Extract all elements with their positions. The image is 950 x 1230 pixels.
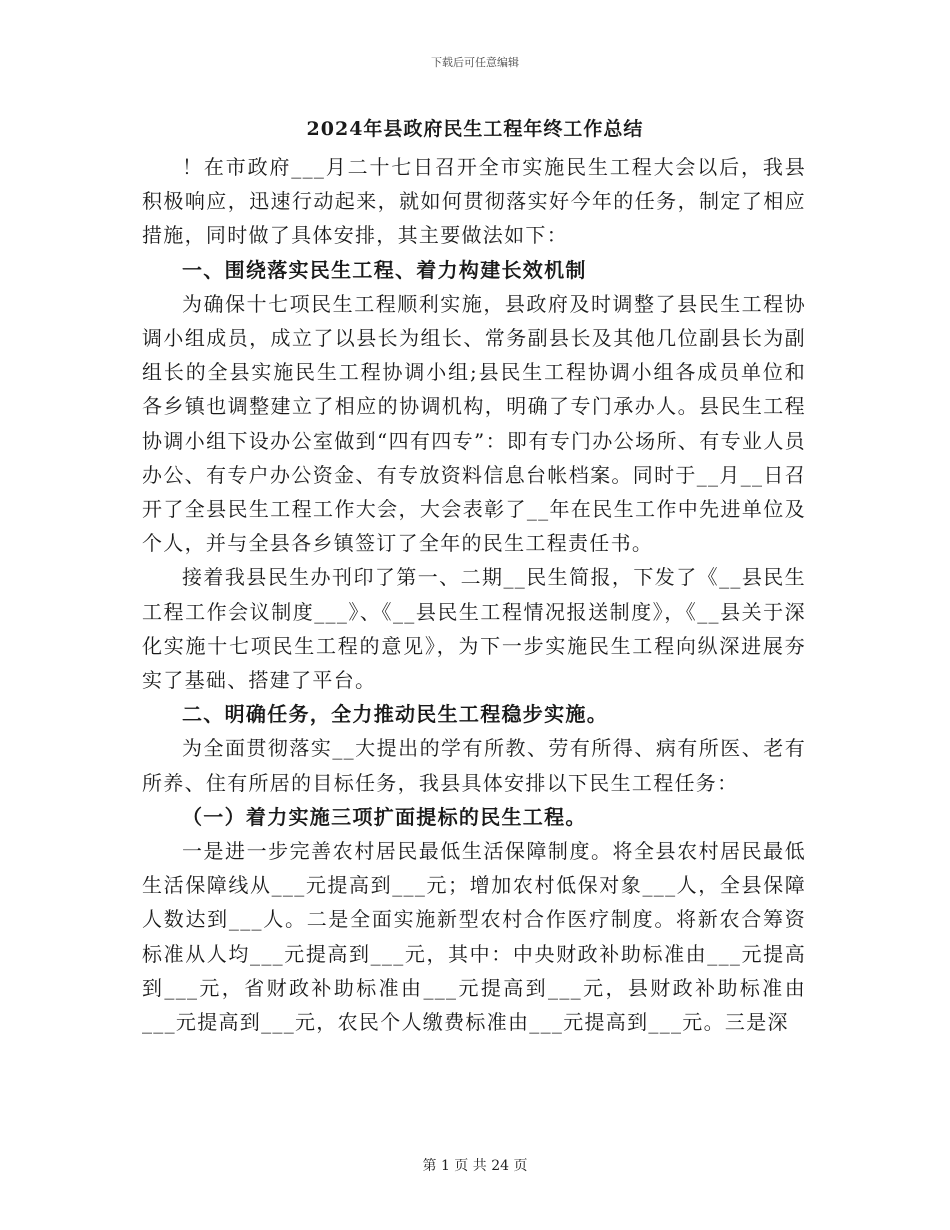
subsection-heading-1: （一）着力实施三项扩面提标的民生工程。 — [182, 804, 587, 829]
body-paragraph: 接着我县民生办刊印了第一、二期__民生简报，下发了《__县民生工程工作会议制度___》、《__县民生工程情况报送制度》，《__县关于深化实施十七项民生工程的意见》，为下一步实施民生工程向纵深进展夯实了基础、搭建了平台。 — [142, 565, 806, 693]
intro-paragraph: ！在市政府___月二十七日召开全市实施民生工程大会以后，我县积极响应，迅速行动起来，就如何贯彻落实好今年的任务，制定了相应措施，同时做了具体安排，其主要做法如下： — [142, 155, 806, 248]
page-number: 第 1 页 共 24 页 — [422, 1158, 528, 1174]
body-paragraph: 为确保十七项民生工程顺利实施，县政府及时调整了县民生工程协调小组成员，成立了以县长为组长、常务副县长及其他几位副县长为副组长的全县实施民生工程协调小组;县民生工程协调小组各成员单位和各乡镇也调整建立了相应的协调机构，明确了专门承办人。县民生工程协调小组下设办公室做到“四有四专”：即有专门办公场所、有专业人员办公、有专户办公资金、有专放资料信息台帐档案。同时于__月__日召开了全县民生工程工作大会，大会表彰了__年在民生工作中先进单位及个人，并与全县各乡镇签订了全年的民生工程责任书。 — [142, 291, 806, 556]
section-heading-2: 二、明确任务，全力推动民生工程稳步实施。 — [182, 702, 608, 727]
document-title: 2024年县政府民生工程年终工作总结 — [306, 118, 644, 140]
document-body — [142, 150, 806, 1039]
body-paragraph: 一是进一步完善农村居民最低生活保障制度。将全县农村居民最低生活保障线从___元提高到___元；增加农村低保对象___人，全县保障人数达到___人。二是全面实施新型农村合作医疗制度。将新农合筹资标准从人均___元提高到___元，其中：中央财政补助标准由___元提高到___元，省财政补助标准由___元提高到___元，县财政补助标准由___元提高到___元，农民个人缴费标准由___元提高到___元。三是深 — [142, 839, 806, 1035]
body-paragraph: 为全面贯彻落实__大提出的学有所教、劳有所得、病有所医、老有所养、住有所居的目标任务，我县具体安排以下民生工程任务： — [142, 736, 806, 795]
section-heading-1: 一、围绕落实民生工程、着力构建长效机制 — [182, 257, 587, 282]
download-note: 下载后可任意编辑 — [431, 56, 519, 69]
